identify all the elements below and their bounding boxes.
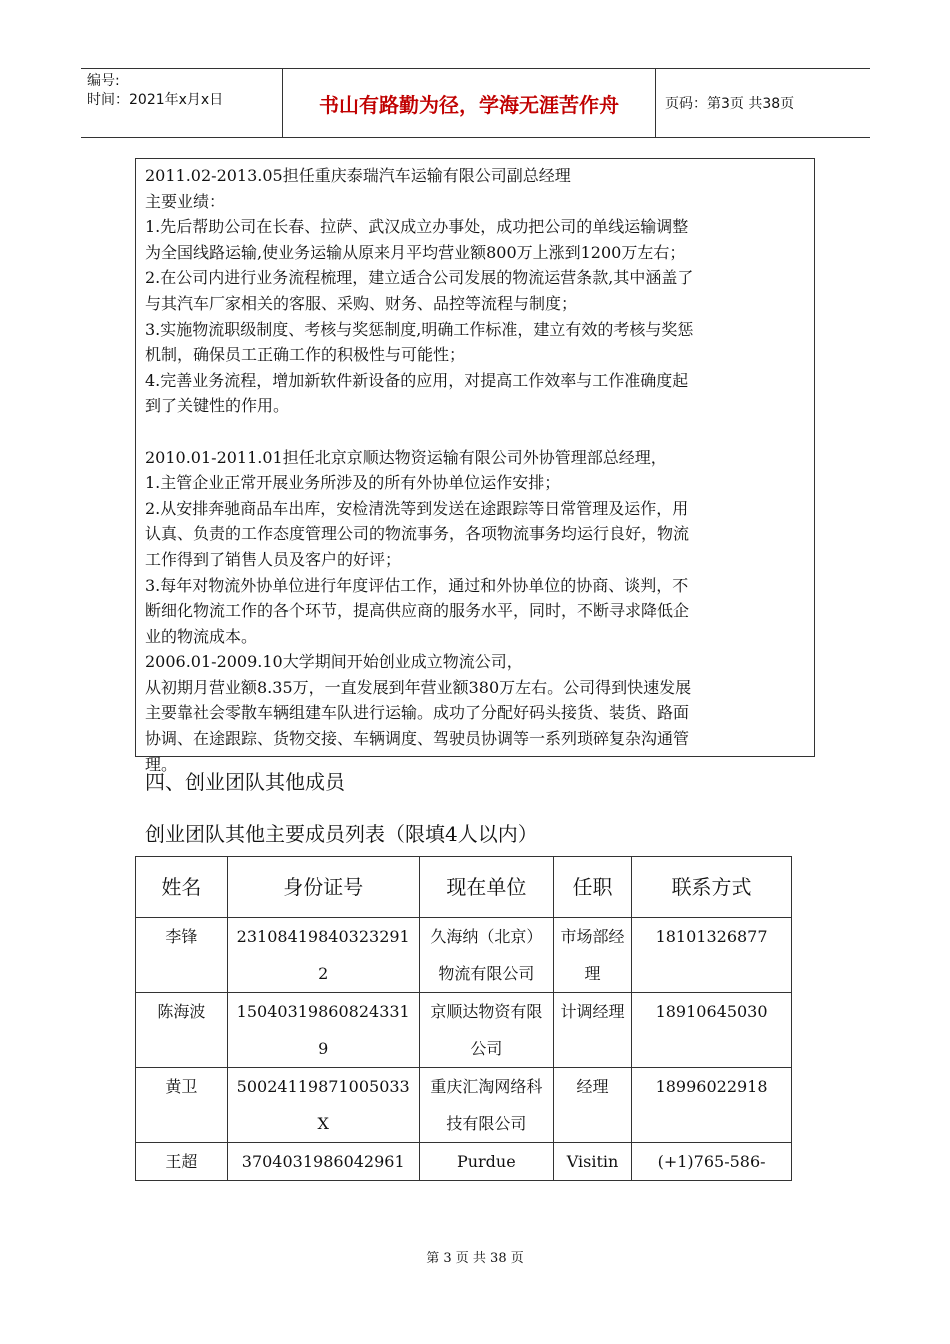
cell-id: 3704031986042961 [227,1143,419,1181]
date-label: 时间：2021年x月x日 [87,92,224,108]
cell-name: 陈海波 [136,993,228,1068]
cell-contact: 18101326877 [632,918,792,993]
header-page-label: 页码：第3页 共38页 [665,96,795,112]
experience-line: 协调、在途跟踪、货物交接、车辆调度、驾驶员协调等一系列琐碎复杂沟通管 [145,729,690,749]
header-name: 姓名 [136,857,228,918]
cell-name: 黄卫 [136,1068,228,1143]
experience-line: 3.实施物流职级制度、考核与奖惩制度,明确工作标准，建立有效的考核与奖惩 [145,319,694,339]
header-unit: 现在单位 [419,857,553,918]
cell-id: 231084198403232912 [227,918,419,993]
experience-line: 断细化物流工作的各个环节，提高供应商的服务水平，同时，不断寻求降低企 [145,601,690,621]
table-row [136,993,792,1068]
blank-line [145,419,806,445]
cell-id: 50024119871005033X [227,1068,419,1143]
table-row [136,1068,792,1143]
cell-name: 王超 [136,1143,228,1181]
page-header [81,68,870,138]
experience-line: 认真、负责的工作态度管理公司的物流事务，各项物流事务均运行良好，物流 [145,524,690,544]
table-header-row [136,857,792,918]
experience-box [135,158,815,774]
header-id: 身份证号 [227,857,419,918]
cell-unit: 重庆汇淘网络科技有限公司 [419,1068,553,1143]
cell-unit: Purdue [419,1143,553,1181]
table-row [136,918,792,993]
experience-line: 3.每年对物流外协单位进行年度评估工作，通过和外协单位的协商、谈判，不 [145,575,689,595]
header-position: 任职 [553,857,631,918]
experience-line: 机制，确保员工正确工作的积极性与可能性； [145,345,466,365]
table-row [136,1143,792,1181]
cell-position: 经理 [553,1068,631,1143]
cell-id: 150403198608243319 [227,993,419,1068]
cell-position: 计调经理 [553,993,631,1068]
header-motto: 书山有路勤为径，学海无涯苦作舟 [283,69,656,137]
experience-line: 1.主管企业正常开展业务所涉及的所有外协单位运作安排； [145,473,561,493]
cell-position: 市场部经理 [553,918,631,993]
experience-line: 主要靠社会零散车辆组建车队进行运输。成功了分配好码头接货、装货、路面 [145,703,690,723]
page-footer: 第 3 页 共 38 页 [426,1251,524,1266]
experience-line: 理。 [145,754,178,774]
experience-line: 工作得到了销售人员及客户的好评； [145,549,402,569]
experience-line: 4.完善业务流程，增加新软件新设备的应用，对提高工作效率与工作准确度起 [145,370,689,390]
experience-line: 主要业绩： [145,191,226,211]
experience-line: 2006.01-2009.10大学期间开始创业成立物流公司， [145,652,523,672]
experience-line: 为全国线路运输,使业务运输从原来月平均营业额800万上涨到1200万左右； [145,242,686,262]
cell-name: 李锋 [136,918,228,993]
experience-line: 1.先后帮助公司在长春、拉萨、武汉成立办事处，成功把公司的单线运输调整 [145,217,689,237]
members-table [135,856,792,1181]
experience-line: 2011.02-2013.05担任重庆泰瑞汽车运输有限公司副总经理 [145,166,571,185]
experience-line: 2010.01-2011.01担任北京京顺达物资运输有限公司外协管理部总经理， [145,447,667,467]
cell-contact: 18996022918 [632,1068,792,1143]
experience-line: 2.在公司内进行业务流程梳理，建立适合公司发展的物流运营条款,其中涵盖了 [145,268,694,288]
cell-contact: 18910645030 [632,993,792,1068]
cell-position: Visitin [553,1143,631,1181]
experience-line: 与其汽车厂家相关的客服、采购、财务、品控等流程与制度； [145,293,578,313]
header-meta [81,69,283,137]
experience-line: 从初期月营业额8.35万，一直发展到年营业额380万左右。公司得到快速发展 [145,677,692,697]
section-title: 四、创业团队其他成员 [145,770,345,794]
experience-line: 到了关键性的作用。 [145,396,290,416]
cell-unit: 京顺达物资有限公司 [419,993,553,1068]
experience-line: 业的物流成本。 [145,626,258,646]
cell-unit: 久海纳（北京）物流有限公司 [419,918,553,993]
number-label: 编号: [87,73,120,89]
header-contact: 联系方式 [632,857,792,918]
experience-line: 2.从安排奔驰商品车出库，安检清洗等到发送在途跟踪等日常管理及运作，用 [145,498,689,518]
cell-contact: (+1)765-586- [632,1143,792,1181]
table-title: 创业团队其他主要成员列表（限填4人以内） [145,822,538,846]
